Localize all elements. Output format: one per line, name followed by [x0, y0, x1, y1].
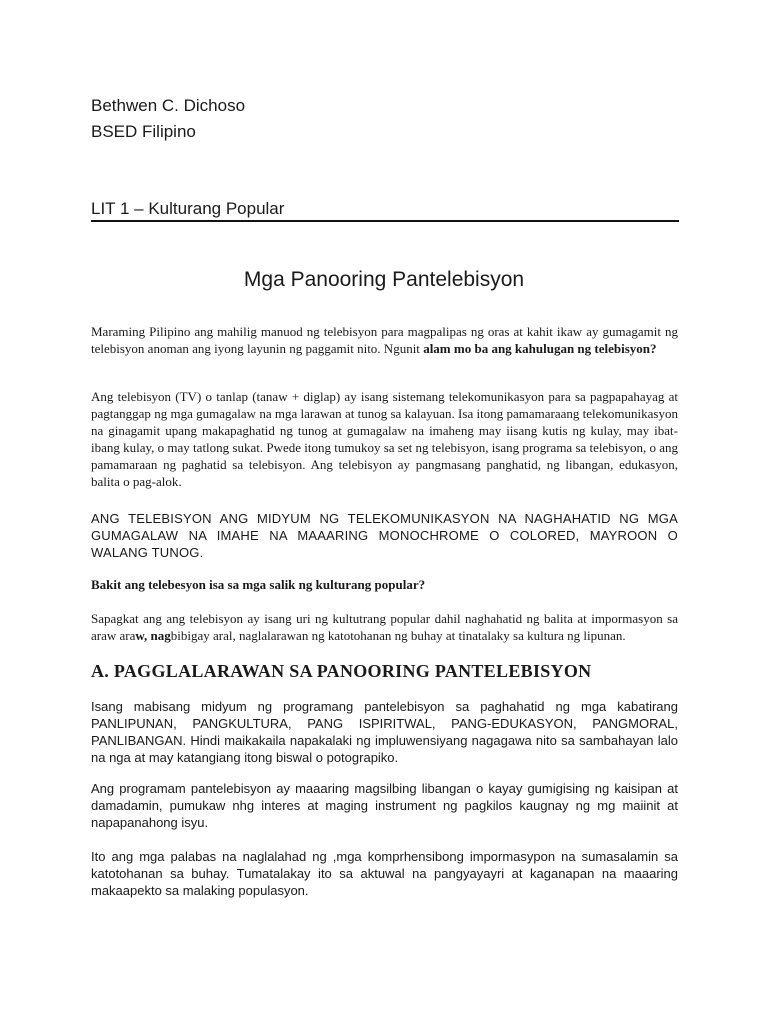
definition-paragraph: Ang telebisyon (TV) o tanlap (tanaw + diglap) ay isang sistemang telekomunikasyon para sa pagpapahayag at pagtanggap ng mga gumagalaw na mga larawan at tunog sa kalayuan. Isa itong pamamaraang telekomunikasyon na ginagamit upang makapaghatid ng tunog at gumagalaw na imaheng may iisang kutis ng kulay, may ibat-ibang kulay, o may tatlong sukat. Pwede itong tumukoy sa set ng telebisyon, isang programa sa telebisyon, o ang pamamaraan ng paghatid sa telebisyon. Ang telebisyon ay pangmasang panghatid, ng libangan, edukasyon, balita o pag-alok.	[91, 389, 678, 489]
section-a-heading: A. PAGGLALARAWAN SA PANOORING PANTELEBISYON	[91, 661, 592, 681]
answer-text-2: bibigay aral, naglalarawan ng katotohanan ng buhay at tinatalaky sa kultura ng lipunan.	[170, 628, 626, 643]
section-a-paragraph-2: Ang programam pantelebisyon ay maaaring magsilbing libangan o kayay gumigising ng kaisipan at damadamin, pumukaw nhg interes at maging instrument ng pagkilos kaugnay ng mg maiinit at napapanahong isyu.	[91, 781, 678, 830]
section-a-paragraph-3: Ito ang mga palabas na naglalahad ng ,mga komprhensibong impormasypon na sumasalamin sa katotohanan sa buhay. Tumatalakay ito sa aktuwal na pangyayayri at kaganapan na maaaring makaapekto sa malaking populasyon.	[91, 849, 678, 898]
intro-text: Maraming Pilipino ang mahilig manuod ng telebisyon para magpalipas ng oras at kahit ikaw ay gumagamit ng telebisyon anoman ang iyong layunin ng paggamit nito. Ngunit	[91, 324, 678, 356]
document-title: Mga Panooring Pantelebisyon	[243, 268, 525, 291]
caps-statement: ANG TELEBISYON ANG MIDYUM NG TELEKOMUNIKASYON NA NAGHAHATID NG MGA GUMAGALAW NA IMAHE NA MAAARING MONOCHROME O COLORED, MAYROON O WALANG TUNOG.	[91, 511, 678, 560]
answer-bold: w, nag	[135, 628, 171, 643]
answer-paragraph	[91, 610, 678, 644]
intro-bold-question: alam mo ba ang kahulugan ng telebisyon?	[423, 341, 657, 356]
author-course: BSED Filipino	[91, 122, 196, 141]
course-subject-heading: LIT 1 – Kulturang Popular	[91, 199, 679, 222]
question-heading: Bakit ang telebesyon isa sa mga salik ng kulturang popular?	[91, 577, 426, 592]
author-name: Bethwen C. Dichoso	[91, 96, 246, 115]
answer-text-1: Sapagkat ang ang telebisyon ay isang uri ng kultutrang popular dahil naghahatid ng balita at impormasyon sa araw ara	[91, 611, 678, 643]
section-a-paragraph-1: Isang mabisang midyum ng programang pantelebisyon sa paghahatid ng mga kabatirang PANLIPUNAN, PANGKULTURA, PANG ISPIRITWAL, PANG-EDUKASYON, PANGMORAL, PANLIBANGAN. Hindi maikakaila napakalaki ng impluwensiyang nagagawa nito sa sambahayan lalo na nga at may katangiang itong biswal o potograpiko.	[91, 699, 678, 765]
intro-paragraph	[91, 323, 678, 357]
